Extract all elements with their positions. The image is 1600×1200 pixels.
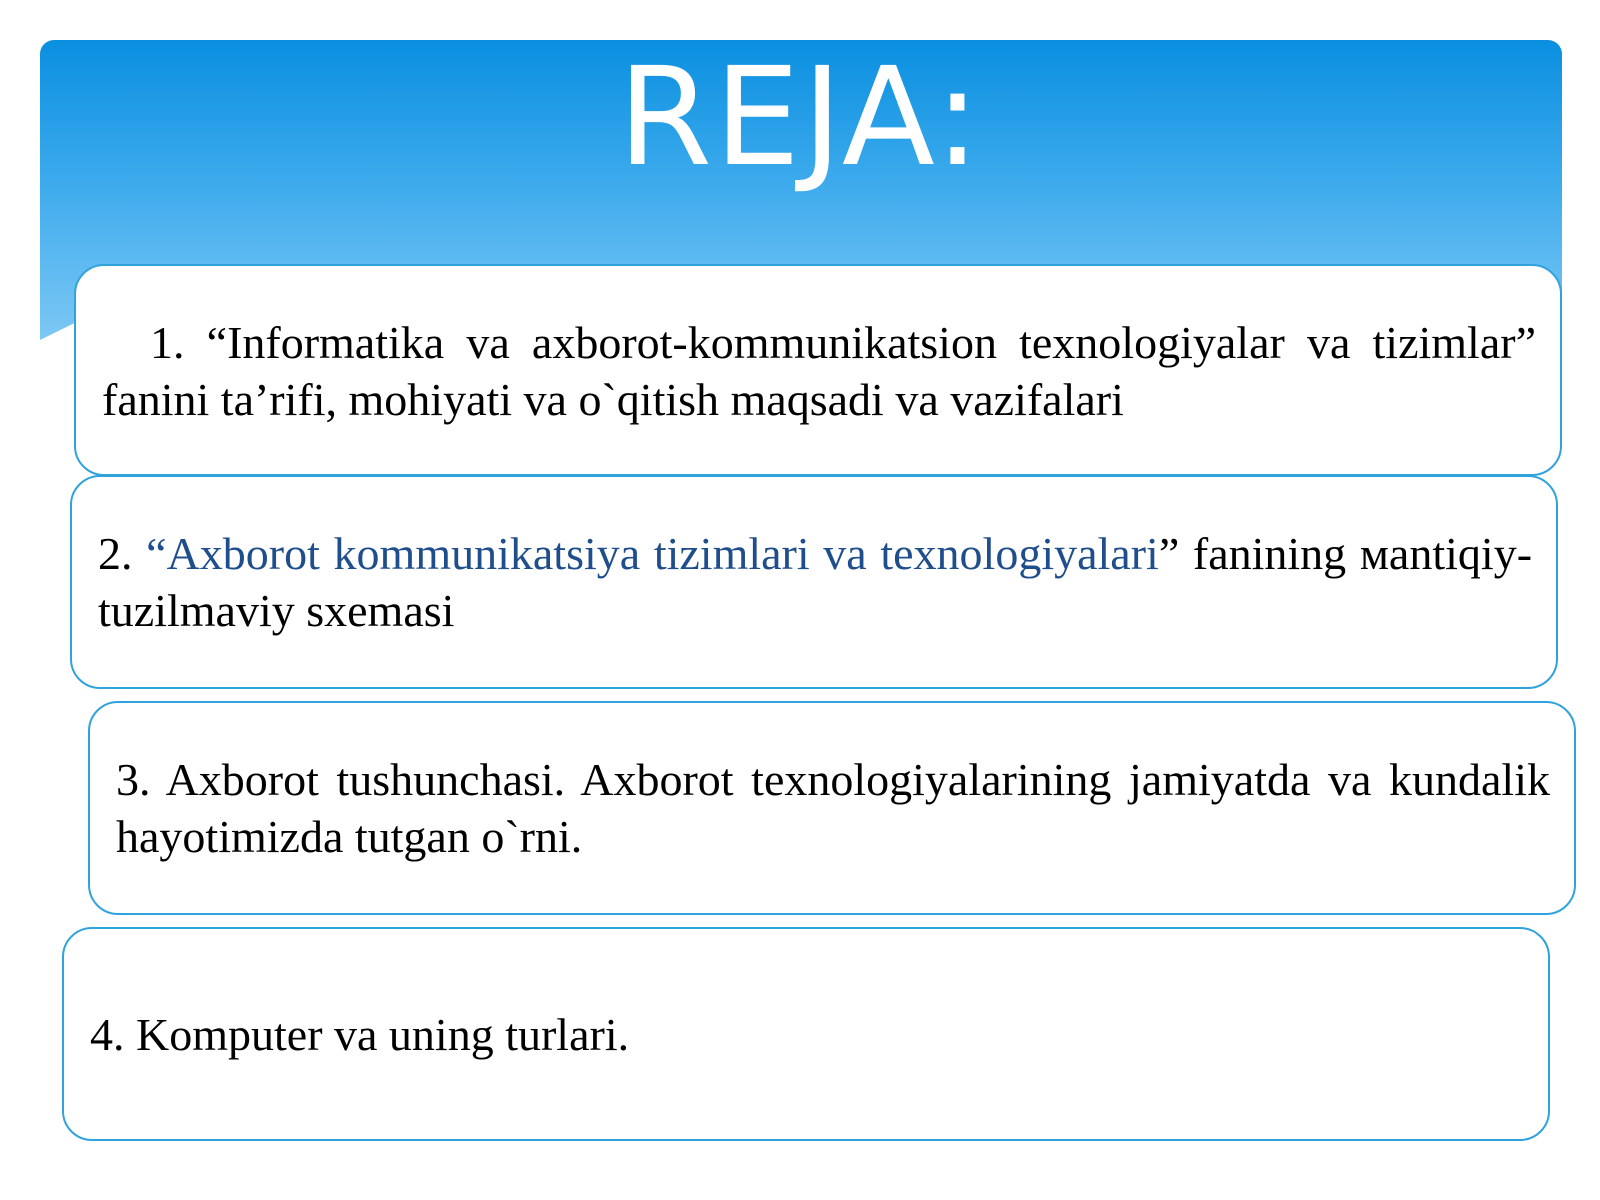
plan-item-4-text: 4. Komputer va uning turlari. bbox=[90, 1008, 630, 1060]
plan-item-4 bbox=[62, 927, 1550, 1141]
plan-item-2 bbox=[70, 475, 1558, 689]
plan-item-1-text: 1. “Informatika va axborot-kommunikatsion texnologiyalar va tizimlar” fanini ta’rifi, mohiyati va o`qitish maqsadi va vazifalari bbox=[102, 317, 1536, 425]
plan-item-3-text: 3. Axborot tushunchasi. Axborot texnologiyalarining jamiyatda va kundalik hayotimizda tutgan o`rni. bbox=[116, 754, 1550, 862]
plan-item-1 bbox=[74, 264, 1562, 476]
plan-item-2-number: 2. bbox=[98, 528, 147, 579]
plan-item-2-suffix: ” fanining мantiqiy-tuzilmaviy sxemasi bbox=[98, 528, 1533, 636]
plan-item-2-highlight: “Axborot kommunikatsiya tizimlari va texnologiyalari bbox=[146, 528, 1159, 579]
plan-item-3 bbox=[88, 701, 1576, 915]
plan-item-2-text bbox=[98, 525, 1532, 639]
slide-title: REJA: bbox=[617, 39, 983, 197]
